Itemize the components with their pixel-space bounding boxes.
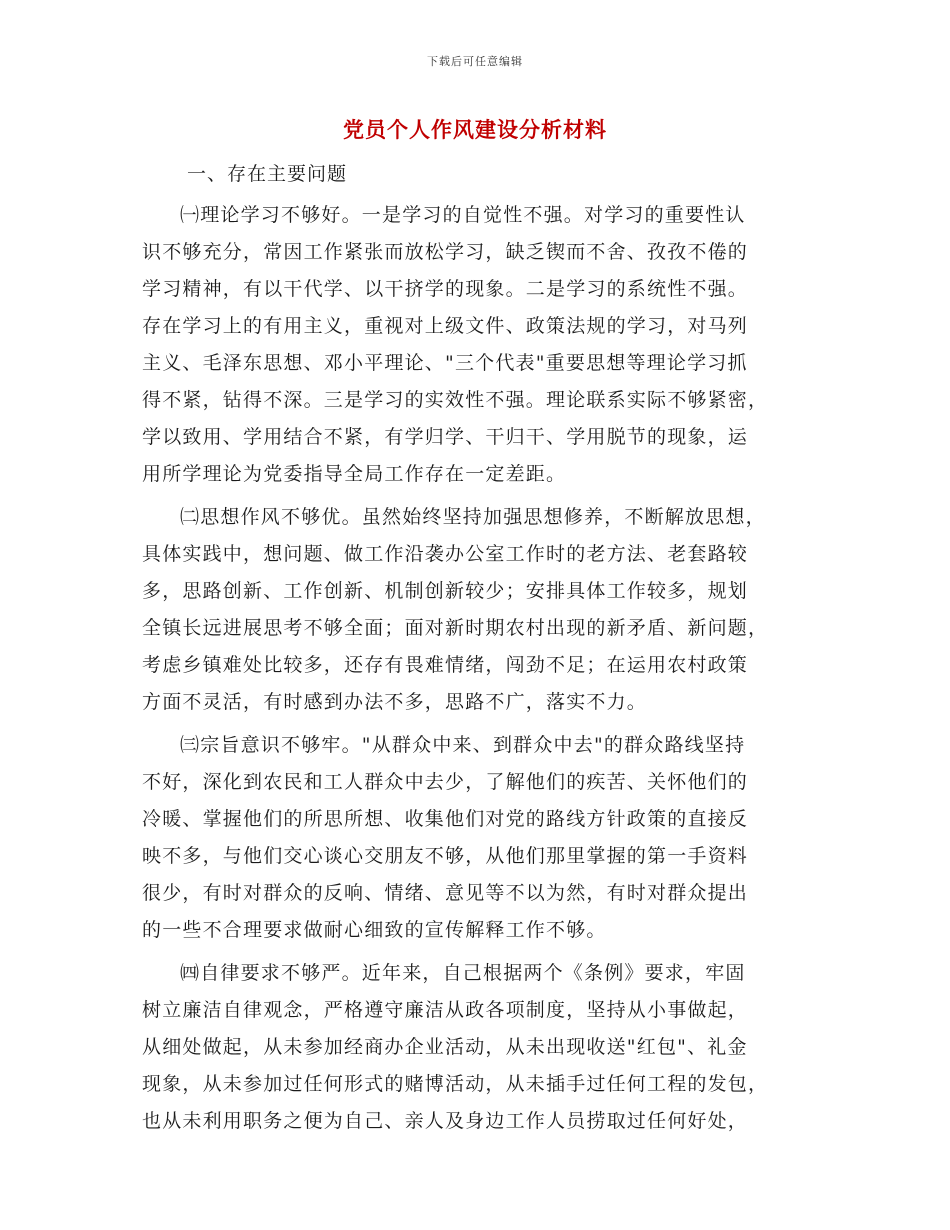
paragraph-line: 树立廉洁自律观念，严格遵守廉洁从政各项制度，坚持从小事做起，: [142, 999, 749, 1021]
paragraph-line: 识不够充分，常因工作紧张而放松学习，缺乏锲而不舍、孜孜不倦的: [142, 241, 749, 263]
section-heading: 一、存在主要问题: [187, 163, 348, 185]
paragraph-line: 现象，从未参加过任何形式的赌博活动，从未插手过任何工程的发包，: [142, 1073, 769, 1095]
paragraph-line: 存在学习上的有用主义，重视对上级文件、政策法规的学习，对马列: [142, 315, 749, 337]
document-title: 党员个人作风建设分析材料: [343, 117, 607, 142]
paragraph-line: 方面不灵活，有时感到办法不多，思路不广，落实不力。: [142, 691, 648, 713]
paragraph-line: 映不多，与他们交心谈心交朋友不够，从他们那里掌握的第一手资料: [142, 845, 749, 867]
paragraph: [142, 197, 812, 493]
paragraph: [142, 955, 812, 1140]
paragraph-line: 多，思路创新、工作创新、机制创新较少；安排具体工作较多，规划: [142, 580, 749, 602]
paragraph-line: ㈡思想作风不够优。虽然始终坚持加强思想修养，不断解放思想，: [180, 506, 766, 528]
paragraph-line: 主义、毛泽东思想、邓小平理论、"三个代表"重要思想等理论学习抓: [142, 352, 748, 374]
paragraph-line: 用所学理论为党委指导全局工作存在一定差距。: [142, 463, 567, 485]
paragraph-line: 考虑乡镇难处比较多，还存有畏难情绪，闯劲不足；在运用农村政策: [142, 654, 749, 676]
paragraph-line: 全镇长远进展思考不够全面；面对新时期农村出现的新矛盾、新问题，: [142, 617, 769, 639]
document-body: [142, 158, 812, 1140]
paragraph-line: 的一些不合理要求做耐心细致的宣传解释工作不够。: [142, 919, 607, 941]
paragraph-line: 不好，深化到农民和工人群众中去少，了解他们的疾苦、关怀他们的: [142, 771, 749, 793]
paragraph: [142, 727, 812, 949]
paragraph-line: 很少，有时对群众的反响、情绪、意见等不以为然，有时对群众提出: [142, 882, 749, 904]
paragraph-line: ㈠理论学习不够好。一是学习的自觉性不强。对学习的重要性认: [180, 204, 746, 226]
paragraph-line: 具体实践中，想问题、做工作沿袭办公室工作时的老方法、老套路较: [142, 543, 749, 565]
paragraph-line: ㈣自律要求不够严。近年来，自己根据两个《条例》要求，牢固: [180, 962, 746, 984]
paragraph-line: ㈢宗旨意识不够牢。"从群众中来、到群众中去"的群众路线坚持: [180, 734, 746, 756]
paragraph-line: 从细处做起，从未参加经商办企业活动，从未出现收送"红包"、礼金: [142, 1036, 748, 1058]
paragraph-line: 学以致用、学用结合不紧，有学归学、干归干、学用脱节的现象，运: [142, 426, 749, 448]
header-note: 下载后可任意编辑: [427, 55, 523, 68]
paragraph-line: 学习精神，有以干代学、以干挤学的现象。二是学习的系统性不强。: [142, 278, 749, 300]
paragraph-line: 冷暖、掌握他们的所思所想、收集他们对党的路线方针政策的直接反: [142, 808, 749, 830]
paragraph-line: 也从未利用职务之便为自己、亲人及身边工作人员捞取过任何好处，: [142, 1110, 749, 1132]
paragraph: [142, 499, 812, 721]
paragraph-line: 得不紧，钻得不深。三是学习的实效性不强。理论联系实际不够紧密，: [142, 389, 769, 411]
